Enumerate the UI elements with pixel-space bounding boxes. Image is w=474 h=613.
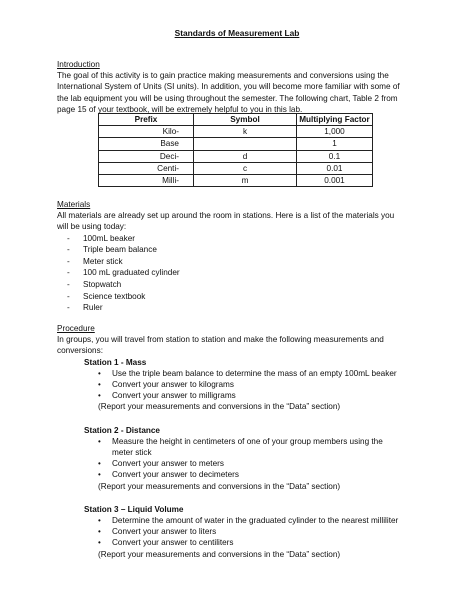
station-steps [57,436,447,481]
station-title: Station 2 - Distance [84,425,160,435]
list-item [57,390,447,401]
bullet-marker: • [98,527,101,537]
station-3 [57,504,447,560]
introduction-line: International System of Units (SI units). In addition, you will become more familiar with some of [57,82,400,92]
procedure-section [57,323,447,560]
table-row [99,175,373,187]
materials-heading: Materials [57,200,91,209]
material-label: Meter stick [83,256,123,266]
page-title: Standards of Measurement Lab [174,28,300,38]
bullet-marker: • [98,380,101,390]
bullet-marker: • [98,516,101,526]
table-row [99,138,373,150]
procedure-heading: Procedure [57,324,95,333]
table-row [99,162,373,174]
step-text: Convert your answer to milligrams [112,391,236,401]
station-title: Station 1 - Mass [84,357,147,367]
introduction-line: page 15 of your textbook, will be extremely helpful to you in this lab. [57,104,303,114]
list-item [57,233,432,245]
table-row [99,126,373,138]
cell-prefix: Deci- [99,150,194,162]
station-1 [57,357,447,413]
dash-marker: - [67,245,70,255]
material-label: 100 mL graduated cylinder [83,268,180,278]
introduction-line: The goal of this activity is to gain practice making measurements and conversions using the [57,71,389,81]
materials-line: All materials are already set up around the room in stations. Here is a list of the materials you [57,211,395,221]
cell-prefix: Base [99,138,194,150]
cell-symbol: m [194,175,297,187]
dash-marker: - [67,279,70,289]
header-multiplying-factor: Multiplying Factor [297,114,373,126]
cell-factor: 1,000 [297,126,373,138]
station-2 [57,425,447,492]
table-row [99,150,373,162]
step-text-continued: meter stick [112,448,152,458]
station-steps [57,368,447,402]
list-item [57,279,432,291]
list-item [57,537,447,548]
introduction-heading: Introduction [57,60,100,69]
bullet-marker: • [98,436,101,446]
table-header-row [99,114,373,126]
cell-symbol: c [194,162,297,174]
bullet-marker: • [98,470,101,480]
cell-factor: 0.1 [297,150,373,162]
procedure-line: In groups, you will travel from station to station and make the following measurements and [57,335,384,345]
list-item [57,436,447,458]
station-steps [57,515,447,549]
step-text: Determine the amount of water in the graduated cylinder to the nearest milliliter [112,516,399,526]
material-label: Triple beam balance [83,245,157,255]
list-item [57,526,447,537]
dash-marker: - [67,268,70,278]
procedure-line: conversions: [57,346,103,356]
step-text: Convert your answer to centiliters [112,538,234,548]
material-label: Ruler [83,303,103,313]
material-label: Science textbook [83,291,146,301]
step-text: Convert your answer to meters [112,459,224,469]
dash-marker: - [67,303,70,313]
introduction-line: the lab equipment you will be using throughout the semester. The following chart, Table 2 from [57,93,398,103]
cell-factor: 0.01 [297,162,373,174]
header-prefix: Prefix [99,114,194,126]
step-text: Measure the height in centimeters of one of your group members using the [112,436,383,446]
materials-list [57,233,432,314]
cell-symbol: d [194,150,297,162]
station-title: Station 3 – Liquid Volume [84,504,184,514]
cell-prefix: Centi- [99,162,194,174]
material-label: Stopwatch [83,279,122,289]
cell-factor: 0.001 [297,175,373,187]
material-label: 100mL beaker [83,233,136,243]
bullet-marker: • [98,459,101,469]
introduction-section [57,59,432,115]
materials-line: will be using today: [57,222,127,232]
cell-symbol: k [194,126,297,138]
step-text: Convert your answer to decimeters [112,470,239,480]
list-item [57,515,447,526]
list-item [57,267,432,279]
report-note: (Report your measurements and conversions in the “Data” section) [98,549,341,559]
report-note: (Report your measurements and conversions in the “Data” section) [98,481,341,491]
cell-symbol [194,138,297,150]
prefix-table [98,113,373,187]
list-item [57,458,447,469]
report-note: (Report your measurements and conversions in the “Data” section) [98,402,341,412]
list-item [57,244,432,256]
materials-section [57,199,432,314]
dash-marker: - [67,233,70,243]
step-text: Use the triple beam balance to determine the mass of an empty 100mL beaker [112,368,397,378]
cell-prefix: Kilo- [99,126,194,138]
list-item [57,379,447,390]
step-text: Convert your answer to liters [112,527,217,537]
step-text: Convert your answer to kilograms [112,380,234,390]
dash-marker: - [67,256,70,266]
list-item [57,291,432,303]
header-symbol: Symbol [194,114,297,126]
cell-prefix: Milli- [99,175,194,187]
bullet-marker: • [98,391,101,401]
list-item [57,256,432,268]
bullet-marker: • [98,368,101,378]
list-item [57,469,447,480]
bullet-marker: • [98,538,101,548]
list-item [57,302,432,314]
dash-marker: - [67,291,70,301]
list-item [57,368,447,379]
cell-factor: 1 [297,138,373,150]
